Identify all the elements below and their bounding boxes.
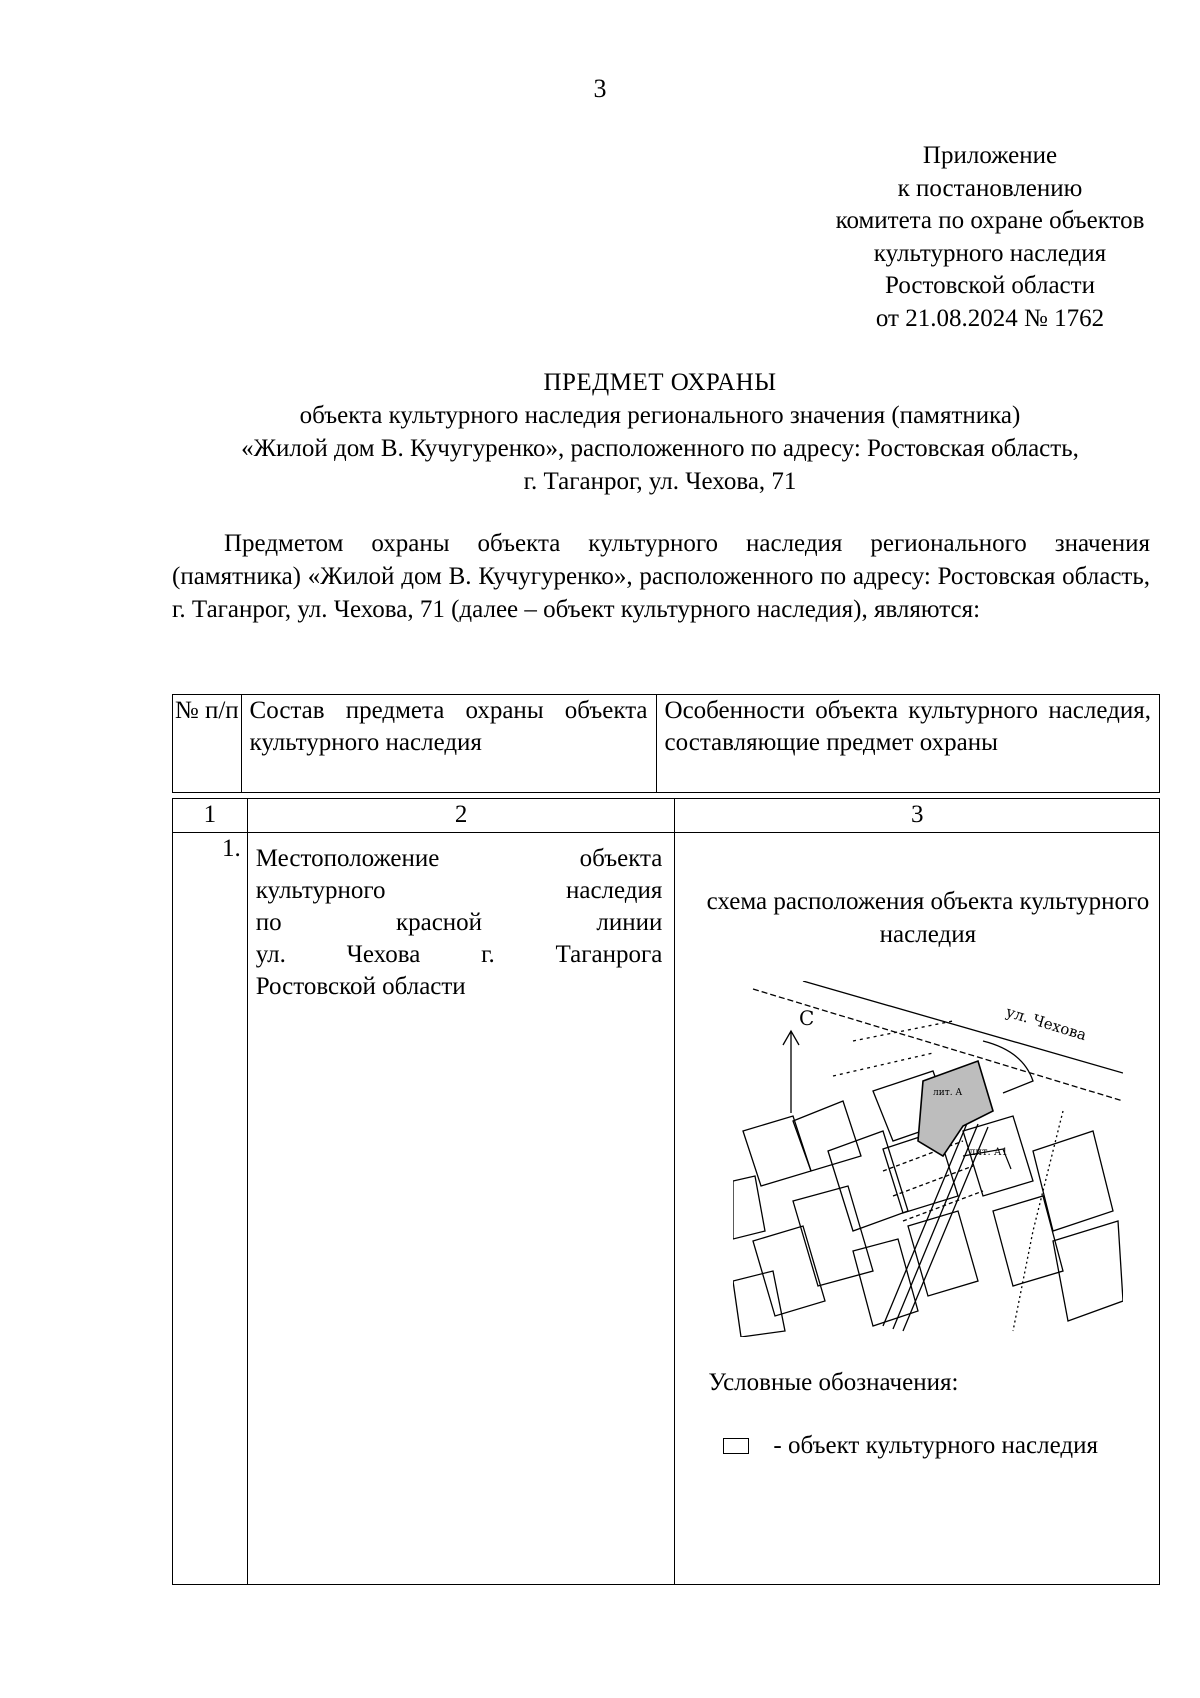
header-composition: Состав предмета охраны объекта культурного наследия — [241, 695, 656, 793]
appendix-line: от 21.08.2024 № 1762 — [875, 304, 1105, 332]
legend-title: Условные обозначения: — [708, 1369, 959, 1396]
appendix-line: комитета по охране объектов — [835, 207, 1145, 234]
title-line: «Жилой дом В. Кучугуренко», расположенного по адресу: Ростовская область, — [241, 435, 1079, 462]
composition-line: ул. Чехова г. Таганрога — [255, 941, 663, 968]
features-cell — [675, 833, 1160, 1585]
scheme-caption: схема расположения объекта культурного наследия — [706, 888, 1150, 948]
lit-a1-label: лит. А1 — [969, 1147, 1009, 1158]
column-number: 2 — [247, 799, 675, 833]
title-line: объекта культурного наследия регионального значения (памятника) — [299, 402, 1021, 429]
page-number: 3 — [593, 74, 607, 103]
header-number: № п/п — [173, 695, 242, 793]
title-line: г. Таганрог, ул. Чехова, 71 — [523, 468, 797, 495]
appendix-line: к постановлению — [897, 174, 1083, 202]
legend-item-label: - объект культурного наследия — [773, 1432, 1098, 1459]
legend-item — [723, 1430, 1098, 1462]
north-label: С — [799, 1006, 815, 1030]
title-main: ПРЕДМЕТ ОХРАНЫ — [543, 369, 777, 396]
composition-line: Местоположение объекта — [255, 845, 663, 872]
row-number: 1. — [173, 833, 248, 1585]
header-features: Особенности объекта культурного наследия, составляющие предмет охраны — [656, 695, 1159, 793]
legend-swatch — [723, 1438, 749, 1454]
column-number: 1 — [173, 799, 248, 833]
composition-line: культурного наследия — [255, 877, 663, 904]
table-header — [172, 694, 1160, 793]
composition-cell — [247, 833, 675, 1585]
document-title — [160, 366, 1160, 498]
appendix-line: культурного наследия — [873, 239, 1107, 267]
appendix-line: Ростовской области — [885, 272, 1095, 299]
appendix-heading — [770, 140, 1200, 335]
lit-a-label: лит. А — [933, 1088, 963, 1098]
street-label: ул. Чехова — [1004, 1002, 1090, 1045]
location-scheme-map — [733, 981, 1123, 1337]
column-number: 3 — [675, 799, 1160, 833]
appendix-line: Приложение — [922, 142, 1058, 169]
column-number-row — [173, 799, 1160, 833]
intro-paragraph: Предметом охраны объекта культурного наследия регионального значения (памятника) «Жилой дом В. Кучугуренко», расположенного по адресу: Ростовская область, г. Таганрог, ул. Чехова, 71 (далее – объект культурного наследия), являются: — [172, 530, 1150, 623]
composition-line: по красной линии — [255, 909, 663, 936]
composition-line: Ростовской области — [255, 973, 466, 1000]
table-row — [173, 833, 1160, 1585]
table-body — [172, 798, 1160, 1585]
